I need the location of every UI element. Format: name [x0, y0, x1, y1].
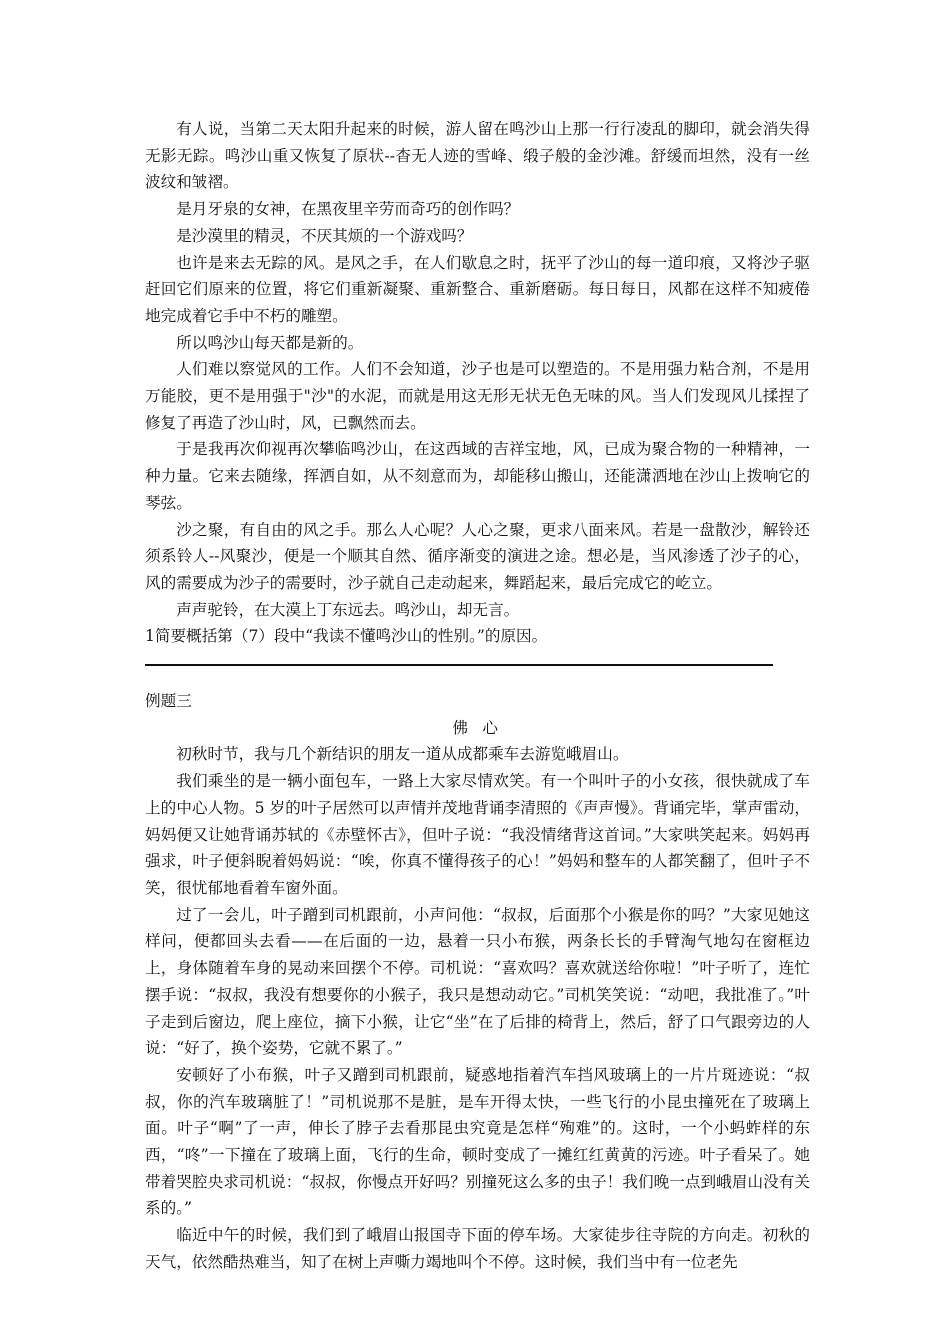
paragraph: 是沙漠里的精灵，不厌其烦的一个游戏吗？ — [176, 226, 473, 245]
paragraph: 过了一会儿，叶子蹭到司机跟前，小声问他：“叔叔，后面那个小猴是你的吗？”大家见她这样问，便都回头去看——在后面的一边，悬着一只小布猴，两条长长的手臂淘气地勾在窗框边上，身体随着车身的晃动来回摆个不停。司机说：“喜欢吗？喜欢就送给你啦！”叶子听了，连忙摆手说：“叔叔，我没有想要你的小猴子，我只是想动动它。”司机笑笑说：“动吧，我批准了。”叶子走到后窗边，爬上座位，摘下小猴，让它“坐”在了后排的椅背上，然后，舒了口气跟旁边的人说：“好了，换个姿势，它就不累了。” — [145, 905, 810, 1058]
paragraph: 也许是来去无踪的风。是风之手，在人们歇息之时，抚平了沙山的每一道印痕，又将沙子驱赶回它们原来的位置，将它们重新凝聚、重新整合、重新磨砺。每日每日，风都在这样不知疲倦地完成着它手中不朽的雕塑。 — [145, 253, 810, 325]
paragraph: 所以鸣沙山每天都是新的。 — [176, 333, 364, 352]
paragraph: 临近中午的时候，我们到了峨眉山报国寺下面的停车场。大家徒步往寺院的方向走。初秋的天气，依然酷热难当，知了在树上声嘶力竭地叫个不停。这时候，我们当中有一位老先 — [145, 1226, 810, 1271]
section-label: 例题三 — [145, 692, 192, 711]
question-text: 1简要概括第（7）段中“我读不懂鸣沙山的性别。”的原因。 — [145, 627, 548, 646]
paragraph: 于是我再次仰视再次攀临鸣沙山，在这西域的吉祥宝地，风，已成为聚合物的一种精神，一种力量。它来去随缘，挥洒自如，从不刻意而为，却能移山搬山，还能潇洒地在沙山上拨响它的琴弦。 — [145, 440, 810, 512]
paragraph: 声声驼铃，在大漠上丁东远去。鸣沙山，却无言。 — [176, 600, 520, 619]
paragraph: 我们乘坐的是一辆小面包车，一路上大家尽情欢笑。有一个叫叶子的小女孩，很快就成了车上的中心人物。5 岁的叶子居然可以声情并茂地背诵李清照的《声声慢》。背诵完毕，掌声雷动，妈妈便又让她背诵苏轼的《赤壁怀古》，但叶子说：“我没情绪背这首词。”大家哄笑起来。妈妈再强求，叶子便斜睨着妈妈说：“唉，你真不懂得孩子的心！”妈妈和整车的人都笑翻了，但叶子不笑，很忧郁地看着车窗外面。 — [145, 772, 810, 897]
answer-line — [145, 664, 773, 666]
paragraph: 有人说，当第二天太阳升起来的时候，游人留在鸣沙山上那一行行凌乱的脚印，就会消失得无影无踪。鸣沙山重又恢复了原状--杳无人迹的雪峰、缎子般的金沙滩。舒缓而坦然，没有一丝波纹和皱褶。 — [145, 120, 810, 192]
paragraph: 安顿好了小布猴，叶子又蹭到司机跟前，疑惑地指着汽车挡风玻璃上的一片片斑迹说：“叔叔，你的汽车玻璃脏了！”司机说那不是脏，是车开得太快，一些飞行的小昆虫撞死在了玻璃上面。叶子“啊”了一声，伸长了脖子去看那昆虫究竟是怎样“殉难”的。这时，一个小蚂蚱样的东西，“咚”一下撞在了玻璃上面，飞行的生命，顿时变成了一摊红红黄黄的污迹。叶子看呆了。她带着哭腔央求司机说：“叔叔，你慢点开好吗？别撞死这么多的虫子！我们晚一点到峨眉山没有关系的。” — [145, 1065, 810, 1218]
paragraph: 人们难以察觉风的工作。人们不会知道，沙子也是可以塑造的。不是用强力粘合剂，不是用万能胶，更不是用强于"沙"的水泥，而就是用这无形无状无色无味的风。当人们发现风儿揉捏了修复了再造了沙山时，风，已飘然而去。 — [145, 360, 810, 432]
paragraph: 沙之聚，有自由的风之手。那么人心呢？人心之聚，更求八面来风。若是一盘散沙，解铃还须系铃人--风聚沙，便是一个顺其自然、循序渐变的演进之途。想必是，当风渗透了沙子的心，风的需要成为沙子的需要时，沙子就自己走动起来，舞蹈起来，最后完成它的屹立。 — [145, 520, 810, 592]
article-title: 佛 心 — [452, 718, 503, 737]
paragraph: 初秋时节，我与几个新结识的朋友一道从成都乘车去游览峨眉山。 — [176, 745, 629, 764]
paragraph: 是月牙泉的女神，在黑夜里辛劳而奇巧的创作吗？ — [176, 200, 520, 219]
document-page — [145, 116, 810, 1276]
